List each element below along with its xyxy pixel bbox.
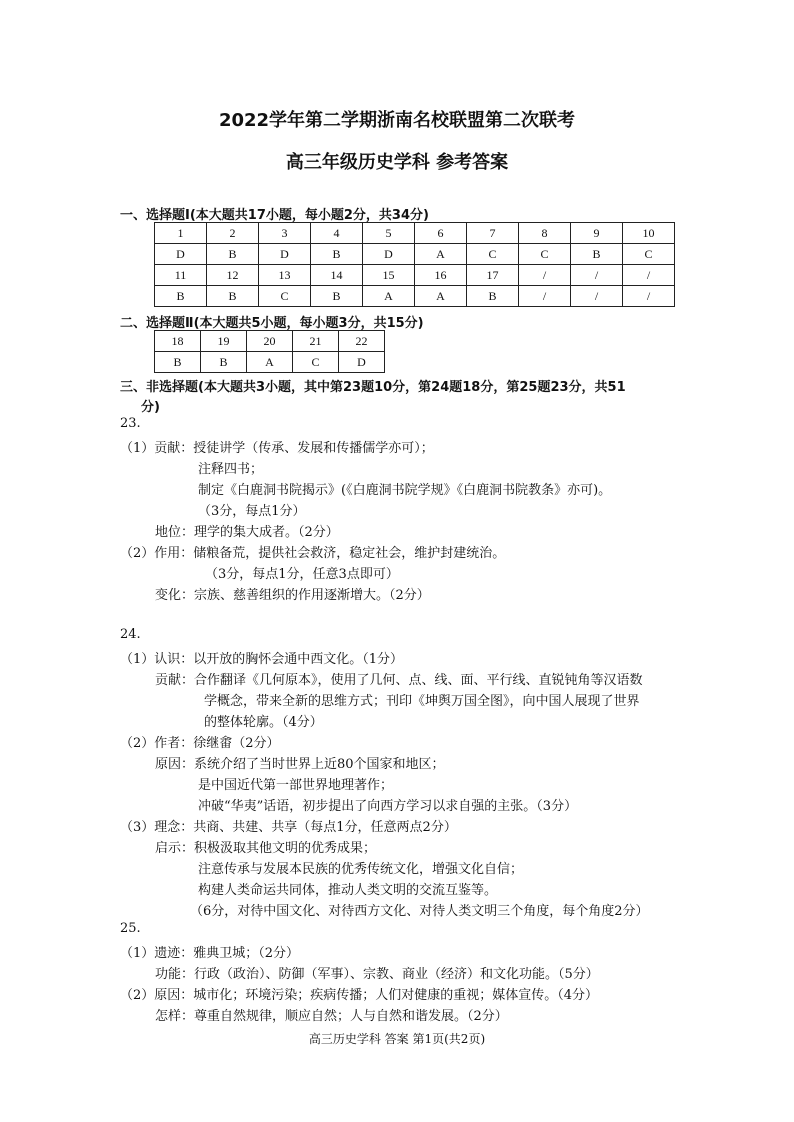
answer-line: 冲破“华夷”话语，初步提出了向西方学习以求自强的主张。（3分）: [198, 799, 578, 814]
table-cell: 9: [571, 223, 623, 244]
answer-line: （1）遗迹：雅典卫城；（2分）: [120, 946, 300, 961]
table-cell: C: [519, 244, 571, 265]
table-cell: B: [155, 286, 207, 307]
table-cell: D: [259, 244, 311, 265]
question-23-number: 23.: [120, 416, 141, 431]
answer-line: （1）贡献：授徒讲学（传承、发展和传播儒学亦可）；: [120, 441, 434, 456]
page-footer: 高三历史学科 答案 第1页(共2页): [308, 1032, 486, 1046]
table-cell: /: [623, 265, 675, 286]
table-cell: 15: [363, 265, 415, 286]
answer-line: （6分，对待中国文化、对待西方文化、对待人类文明三个角度，每个角度2分）: [190, 904, 649, 919]
answer-line: 的整体轮廓。（4分）: [204, 715, 323, 730]
table-cell: 14: [311, 265, 363, 286]
answer-line: 怎样：尊重自然规律，顺应自然；人与自然和谐发展。（2分）: [155, 1009, 508, 1024]
question-24-number: 24.: [120, 627, 141, 642]
table-cell: B: [311, 244, 363, 265]
table-cell: B: [201, 352, 247, 373]
table-cell: 19: [201, 331, 247, 352]
answer-table-1: [154, 222, 675, 307]
answer-line: （2）作者：徐继畬（2分）: [120, 736, 280, 751]
table-row: [155, 223, 675, 244]
table-cell: 13: [259, 265, 311, 286]
table-cell: 22: [339, 331, 385, 352]
table-cell: /: [571, 286, 623, 307]
table-row: [155, 244, 675, 265]
table-cell: A: [363, 286, 415, 307]
table-row: [155, 286, 675, 307]
table-cell: 1: [155, 223, 207, 244]
table-cell: B: [467, 286, 519, 307]
table-cell: B: [155, 352, 201, 373]
table-cell: /: [571, 265, 623, 286]
table-cell: 21: [293, 331, 339, 352]
answer-line: （2）原因：城市化；环境污染；疾病传播；人们对健康的重视；媒体宣传。（4分）: [120, 988, 599, 1003]
table-cell: D: [339, 352, 385, 373]
answer-line: （2）作用：储粮备荒，提供社会救济，稳定社会，维护封建统治。: [120, 546, 506, 561]
answer-line: 原因：系统介绍了当时世界上近80个国家和地区；: [155, 757, 445, 772]
table-cell: C: [259, 286, 311, 307]
answer-line: 注意传承与发展本民族的优秀传统文化，增强文化自信；: [198, 862, 524, 877]
answer-line: （3）理念：共商、共建、共享（每点1分，任意两点2分）: [120, 820, 457, 835]
table-cell: 7: [467, 223, 519, 244]
answer-line: 是中国近代第一部世界地理著作；: [198, 778, 394, 793]
table-cell: B: [311, 286, 363, 307]
section3-heading-line1: 三、非选择题(本大题共3小题，其中第23题10分，第24题18分，第25题23分，共51: [120, 380, 626, 395]
table-cell: D: [363, 244, 415, 265]
section2-heading: 二、选择题Ⅱ(本大题共5小题，每小题3分，共15分): [120, 316, 424, 331]
answer-line: （3分，每点1分，任意3点即可）: [205, 567, 399, 582]
question-25-number: 25.: [120, 921, 141, 936]
table-row: [155, 352, 385, 373]
table-cell: 6: [415, 223, 467, 244]
section3-heading-line2: 分): [141, 400, 160, 415]
table-cell: A: [415, 286, 467, 307]
answer-line: 功能：行政（政治）、防御（军事）、宗教、商业（经济）和文化功能。（5分）: [155, 967, 599, 982]
answer-line: 启示：积极汲取其他文明的优秀成果；: [155, 841, 377, 856]
table-cell: 20: [247, 331, 293, 352]
answer-line: 变化：宗族、慈善组织的作用逐渐增大。（2分）: [155, 588, 430, 603]
page-subtitle: 高三年级历史学科 参考答案: [285, 152, 509, 173]
table-cell: 4: [311, 223, 363, 244]
table-cell: 3: [259, 223, 311, 244]
table-cell: A: [247, 352, 293, 373]
table-cell: /: [519, 265, 571, 286]
answer-line: （3分，每点1分）: [198, 504, 306, 519]
section1-heading: 一、选择题Ⅰ(本大题共17小题，每小题2分，共34分): [120, 208, 429, 223]
table-cell: B: [207, 244, 259, 265]
table-cell: 5: [363, 223, 415, 244]
table-cell: B: [207, 286, 259, 307]
table-cell: 16: [415, 265, 467, 286]
table-cell: 18: [155, 331, 201, 352]
table-cell: 10: [623, 223, 675, 244]
answer-line: （1）认识：以开放的胸怀会通中西文化。（1分）: [120, 652, 404, 667]
table-cell: C: [623, 244, 675, 265]
answer-line: 贡献：合作翻译《几何原本》，使用了几何、点、线、面、平行线、直锐钝角等汉语数: [155, 673, 643, 688]
table-row: [155, 265, 675, 286]
answer-line: 构建人类命运共同体，推动人类文明的交流互鉴等。: [198, 883, 498, 898]
page-title: 2022学年第二学期浙南名校联盟第二次联考: [218, 110, 576, 131]
table-cell: C: [467, 244, 519, 265]
table-cell: /: [623, 286, 675, 307]
answer-line: 学概念，带来全新的思维方式；刊印《坤舆万国全图》，向中国人展现了世界: [204, 694, 640, 709]
table-cell: 11: [155, 265, 207, 286]
table-cell: /: [519, 286, 571, 307]
table-row: [155, 331, 385, 352]
table-cell: 2: [207, 223, 259, 244]
answer-line: 制定《白鹿洞书院揭示》(《白鹿洞书院学规》《白鹿洞书院教条》亦可)。: [198, 483, 612, 498]
table-cell: 17: [467, 265, 519, 286]
table-cell: C: [293, 352, 339, 373]
table-cell: B: [571, 244, 623, 265]
answer-table-2: [154, 330, 385, 373]
table-cell: D: [155, 244, 207, 265]
table-cell: A: [415, 244, 467, 265]
answer-line: 地位：理学的集大成者。（2分）: [155, 525, 339, 540]
table-cell: 12: [207, 265, 259, 286]
answer-line: 注释四书；: [198, 462, 264, 477]
table-cell: 8: [519, 223, 571, 244]
